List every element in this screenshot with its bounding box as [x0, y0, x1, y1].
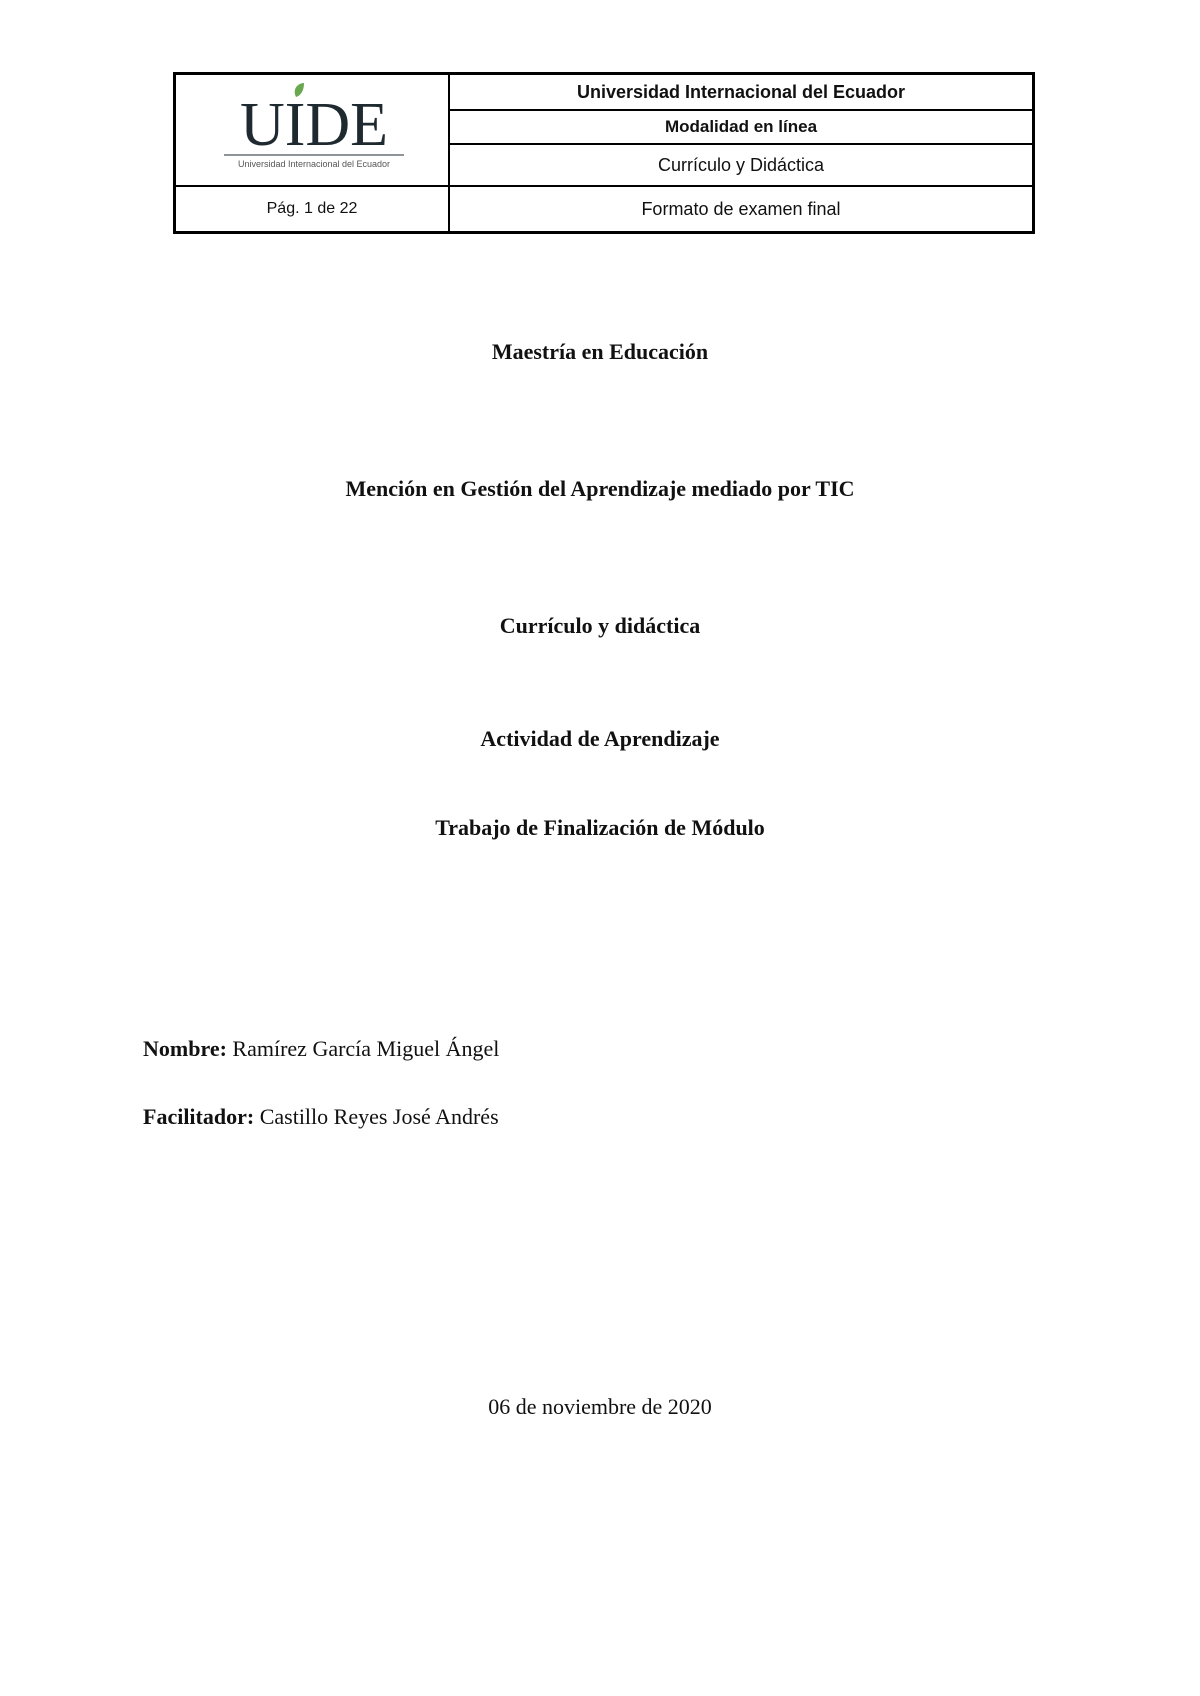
- university-name: Universidad Internacional del Ecuador: [576, 81, 906, 102]
- work-title: Trabajo de Finalización de Módulo: [435, 815, 765, 840]
- facilitator-value: Castillo Reyes José Andrés: [254, 1104, 499, 1129]
- name-label: Nombre:: [143, 1036, 227, 1061]
- activity-title: Actividad de Aprendizaje: [480, 726, 720, 751]
- modality: Modalidad en línea: [450, 109, 1032, 143]
- degree-title: Maestría en Educación: [491, 339, 709, 364]
- name-value: Ramírez García Miguel Ángel: [226, 1036, 500, 1061]
- header-table: [173, 72, 1035, 234]
- facilitator-label: Facilitador:: [143, 1104, 255, 1129]
- uide-logo: [224, 83, 404, 177]
- mention-title: Mención en Gestión del Aprendizaje mediado por TIC: [345, 476, 855, 501]
- subject: Currículo y Didáctica: [450, 143, 1032, 185]
- logo-subtext: Universidad Internacional del Ecuador: [237, 159, 391, 169]
- course-title: Currículo y didáctica: [499, 613, 701, 638]
- student-name-line: [143, 1036, 499, 1062]
- logo-cell: [176, 75, 450, 185]
- date: 06 de noviembre de 2020: [488, 1394, 712, 1419]
- format-title: Formato de examen final: [450, 185, 1032, 231]
- facilitator-line: [143, 1104, 499, 1130]
- logo-wordmark: UIDE: [239, 91, 389, 159]
- page-number: Pág. 1 de 22: [176, 185, 450, 231]
